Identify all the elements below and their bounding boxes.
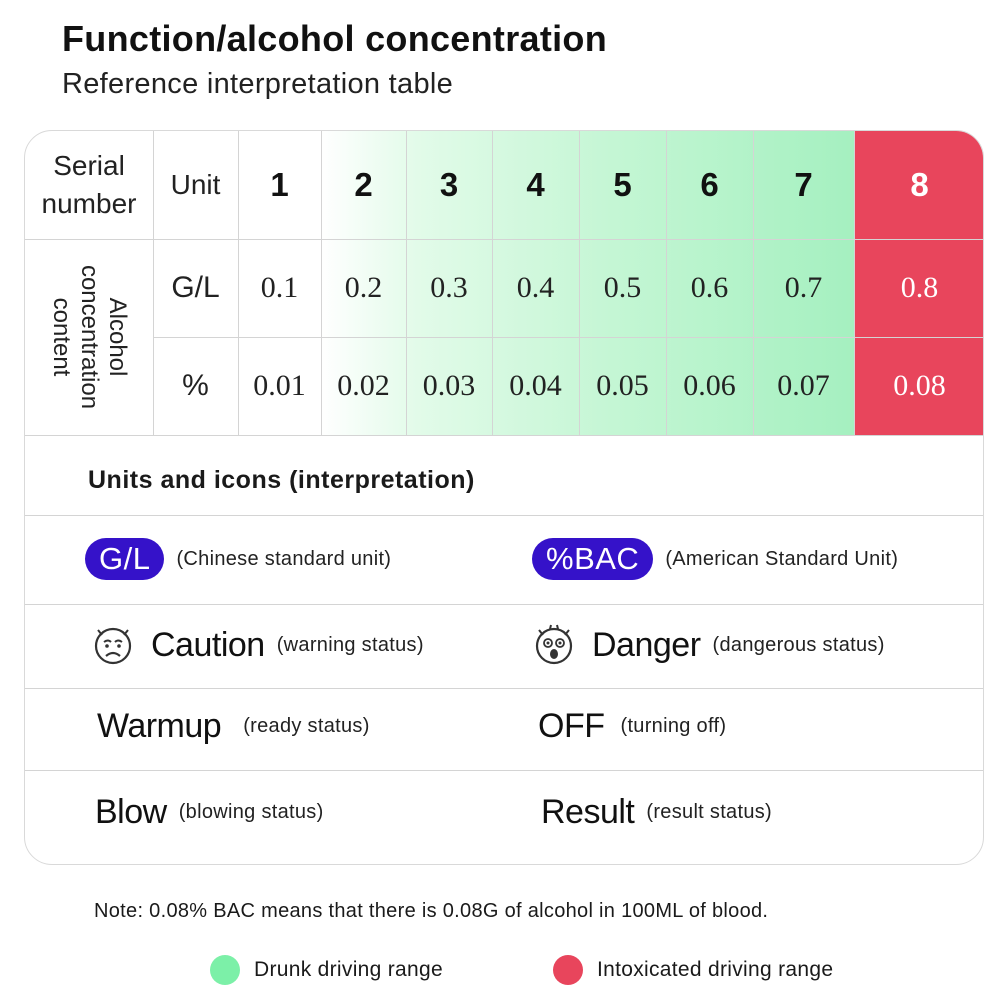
group-label-line2: concentration	[76, 264, 103, 410]
serial-cell: 4	[526, 166, 545, 203]
result-word: Result	[541, 793, 635, 831]
value-cell: 0.8	[900, 271, 939, 304]
off-word: OFF	[538, 707, 605, 745]
bac-note: Note: 0.08% BAC means that there is 0.08G of alcohol in 100ML of blood.	[94, 900, 769, 922]
serial-header-line2: number	[41, 188, 137, 219]
caution-word: Caution	[151, 625, 265, 664]
concentration-table	[25, 131, 984, 435]
page-title: Function/alcohol concentration	[62, 18, 608, 59]
group-label-line3: content	[48, 297, 75, 377]
result-item	[541, 793, 772, 832]
off-item	[538, 707, 726, 746]
units-section-header	[25, 435, 984, 515]
value-cell: 0.6	[690, 271, 729, 304]
serial-cell: 7	[794, 166, 813, 203]
value-cell: 0.05	[596, 369, 649, 402]
legend-drunk	[210, 955, 443, 985]
value-cell: 0.03	[422, 369, 476, 402]
value-cell: 0.07	[777, 369, 830, 402]
serial-header-line1: Serial	[53, 150, 125, 181]
warmup-description: (ready status)	[243, 715, 370, 737]
value-cell: 0.4	[516, 271, 555, 304]
value-cell: 0.02	[337, 369, 390, 402]
value-cell: 0.08	[893, 369, 946, 402]
legend-intoxicated-label: Intoxicated driving range	[597, 958, 834, 981]
green-dot-icon	[210, 955, 240, 985]
serial-cell: 8	[910, 166, 929, 203]
serial-cell: 2	[354, 166, 373, 203]
value-cell: 0.1	[260, 271, 299, 304]
blow-description: (blowing status)	[178, 801, 324, 823]
blow-item	[95, 793, 324, 832]
serial-cell: 6	[700, 166, 719, 203]
blow-word: Blow	[95, 793, 167, 831]
caution-item	[89, 621, 424, 669]
reference-panel	[24, 130, 984, 865]
value-cell: 0.01	[253, 369, 306, 402]
serial-cell: 5	[613, 166, 632, 203]
danger-word: Danger	[592, 625, 701, 664]
warmup-item	[97, 707, 370, 746]
bac-badge: %BAC	[532, 538, 653, 580]
bac-description: (American Standard Unit)	[665, 547, 899, 570]
bac-unit-item	[532, 538, 898, 580]
status-row-2	[25, 688, 984, 770]
status-row-3	[25, 770, 984, 865]
value-cell: 0.7	[784, 271, 823, 304]
gl-badge: G/L	[85, 538, 164, 580]
danger-item	[530, 621, 885, 669]
value-cell: 0.5	[603, 271, 642, 304]
page-subtitle: Reference interpretation table	[62, 68, 454, 100]
alcohol-concentration-label	[25, 239, 153, 435]
shocked-face-icon	[530, 621, 578, 669]
danger-description: (dangerous status)	[712, 633, 885, 656]
legend-intoxicated	[553, 955, 833, 985]
unit-cell-gl: G/L	[171, 271, 220, 304]
off-description: (turning off)	[620, 715, 727, 737]
red-dot-icon	[553, 955, 583, 985]
group-label-line1: Alcohol	[104, 297, 131, 377]
value-cell: 0.2	[344, 271, 383, 304]
serial-cell: 3	[439, 166, 459, 203]
result-description: (result status)	[646, 801, 773, 823]
status-row-1	[25, 604, 984, 688]
gl-unit-item	[85, 538, 391, 580]
value-cell: 0.04	[509, 369, 562, 402]
units-section-heading: Units and icons (interpretation)	[88, 466, 475, 494]
unit-cell-percent: %	[182, 369, 209, 402]
value-cell: 0.06	[683, 369, 736, 402]
legend-drunk-label: Drunk driving range	[254, 958, 443, 981]
unit-header: Unit	[170, 169, 221, 200]
serial-number-header	[25, 131, 153, 239]
worried-face-icon	[89, 621, 137, 669]
units-row	[25, 515, 984, 604]
gl-description: (Chinese standard unit)	[176, 547, 392, 570]
warmup-word: Warmup	[97, 707, 222, 745]
value-cell: 0.3	[430, 271, 468, 304]
caution-description: (warning status)	[276, 633, 424, 656]
serial-cell: 1	[270, 166, 289, 203]
